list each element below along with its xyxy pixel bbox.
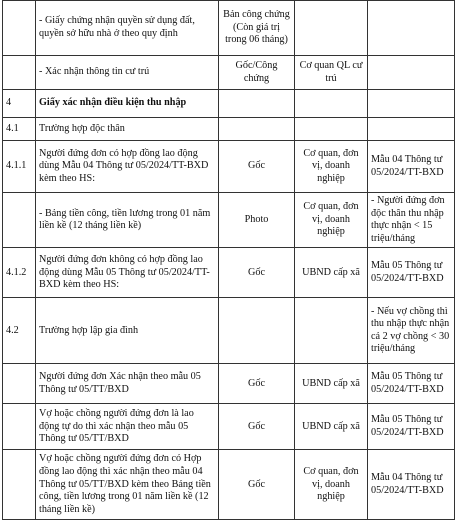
document-name: Vợ hoặc chồng người đứng đơn có Hợp đồng lao động thì xác nhận theo mẫu 04 Thông tư 05/TT/BXD kèm theo Bảng tiền công, tiền lương trong 01 năm liền kề (12 tháng liền kề) bbox=[36, 450, 219, 520]
document-name: Người đứng đơn Xác nhận theo mẫu 05 Thông tư 05/TT/BXD bbox=[36, 364, 219, 404]
issuing-agency bbox=[295, 298, 368, 364]
row-number bbox=[3, 193, 36, 248]
document-name: - Bảng tiền công, tiền lương trong 01 năm liền kề (12 tháng liền kề) bbox=[36, 193, 219, 248]
row-number: 4.1.1 bbox=[3, 141, 36, 193]
table-row bbox=[3, 364, 455, 404]
row-number: 4.1.2 bbox=[3, 248, 36, 298]
document-name: Người đứng đơn có hợp đồng lao động dùng Mẫu 04 Thông tư 05/2024/TT-BXD kèm theo HS: bbox=[36, 141, 219, 193]
issuing-agency: UBND cấp xã bbox=[295, 248, 368, 298]
row-number bbox=[3, 1, 36, 56]
issuing-agency: UBND cấp xã bbox=[295, 404, 368, 450]
document-type: Photo bbox=[219, 193, 295, 248]
issuing-agency: Cơ quan, đơn vị, doanh nghiệp bbox=[295, 450, 368, 520]
row-number: 4.1 bbox=[3, 118, 36, 141]
note bbox=[368, 118, 455, 141]
table-row bbox=[3, 118, 455, 141]
document-type: Gốc bbox=[219, 141, 295, 193]
document-type: Gốc bbox=[219, 450, 295, 520]
note: Mẫu 04 Thông tư 05/2024/TT-BXD bbox=[368, 450, 455, 520]
document-name: Vợ hoặc chồng người đứng đơn là lao động tự do thì xác nhận theo mẫu 05 Thông tư 05/TT/BXD bbox=[36, 404, 219, 450]
note: Mẫu 05 Thông tư 05/2024/TT-BXD bbox=[368, 364, 455, 404]
document-name: - Xác nhận thông tin cư trú bbox=[36, 56, 219, 90]
note bbox=[368, 1, 455, 56]
requirements-table bbox=[2, 0, 455, 520]
document-name: - Giấy chứng nhận quyền sử dụng đất, quyền sở hữu nhà ở theo quy định bbox=[36, 1, 219, 56]
document-type bbox=[219, 298, 295, 364]
note: Mẫu 04 Thông tư 05/2024/TT-BXD bbox=[368, 141, 455, 193]
issuing-agency bbox=[295, 118, 368, 141]
row-number: 4.2 bbox=[3, 298, 36, 364]
table-row bbox=[3, 1, 455, 56]
note: Mẫu 05 Thông tư 05/2024/TT-BXD bbox=[368, 248, 455, 298]
document-type: Gốc bbox=[219, 248, 295, 298]
note: Mẫu 05 Thông tư 05/2024/TT-BXD bbox=[368, 404, 455, 450]
document-name: Người đứng đơn không có hợp đồng lao động dùng Mẫu 05 Thông tư 05/2024/TT-BXD kèm theo HS: bbox=[36, 248, 219, 298]
row-number bbox=[3, 364, 36, 404]
document-type: Gốc bbox=[219, 364, 295, 404]
table-row bbox=[3, 298, 455, 364]
issuing-agency: Cơ quan, đơn vị, doanh nghiệp bbox=[295, 193, 368, 248]
document-type bbox=[219, 90, 295, 118]
document-type bbox=[219, 118, 295, 141]
issuing-agency: Cơ quan QL cư trú bbox=[295, 56, 368, 90]
note bbox=[368, 90, 455, 118]
row-number bbox=[3, 450, 36, 520]
issuing-agency bbox=[295, 1, 368, 56]
table-row bbox=[3, 450, 455, 520]
table-row bbox=[3, 248, 455, 298]
row-number bbox=[3, 56, 36, 90]
issuing-agency bbox=[295, 90, 368, 118]
row-number bbox=[3, 404, 36, 450]
row-number: 4 bbox=[3, 90, 36, 118]
table-row bbox=[3, 404, 455, 450]
document-name: Trường hợp lập gia đình bbox=[36, 298, 219, 364]
document-type: Gốc/Công chứng bbox=[219, 56, 295, 90]
document-name: Trường hợp độc thân bbox=[36, 118, 219, 141]
document-type: Bản công chứng (Còn giá trị trong 06 tháng) bbox=[219, 1, 295, 56]
issuing-agency: Cơ quan, đơn vị, doanh nghiệp bbox=[295, 141, 368, 193]
table-row bbox=[3, 141, 455, 193]
issuing-agency: UBND cấp xã bbox=[295, 364, 368, 404]
note: - Nếu vợ chồng thì thu nhập thực nhận cả 2 vợ chồng < 30 triệu/tháng bbox=[368, 298, 455, 364]
document-type: Gốc bbox=[219, 404, 295, 450]
note: - Người đứng đơn độc thân thu nhập thực nhận < 15 triệu/tháng bbox=[368, 193, 455, 248]
table-row bbox=[3, 193, 455, 248]
table-row bbox=[3, 90, 455, 118]
table-row bbox=[3, 56, 455, 90]
section-title: Giấy xác nhận điều kiện thu nhập bbox=[36, 90, 219, 118]
note bbox=[368, 56, 455, 90]
